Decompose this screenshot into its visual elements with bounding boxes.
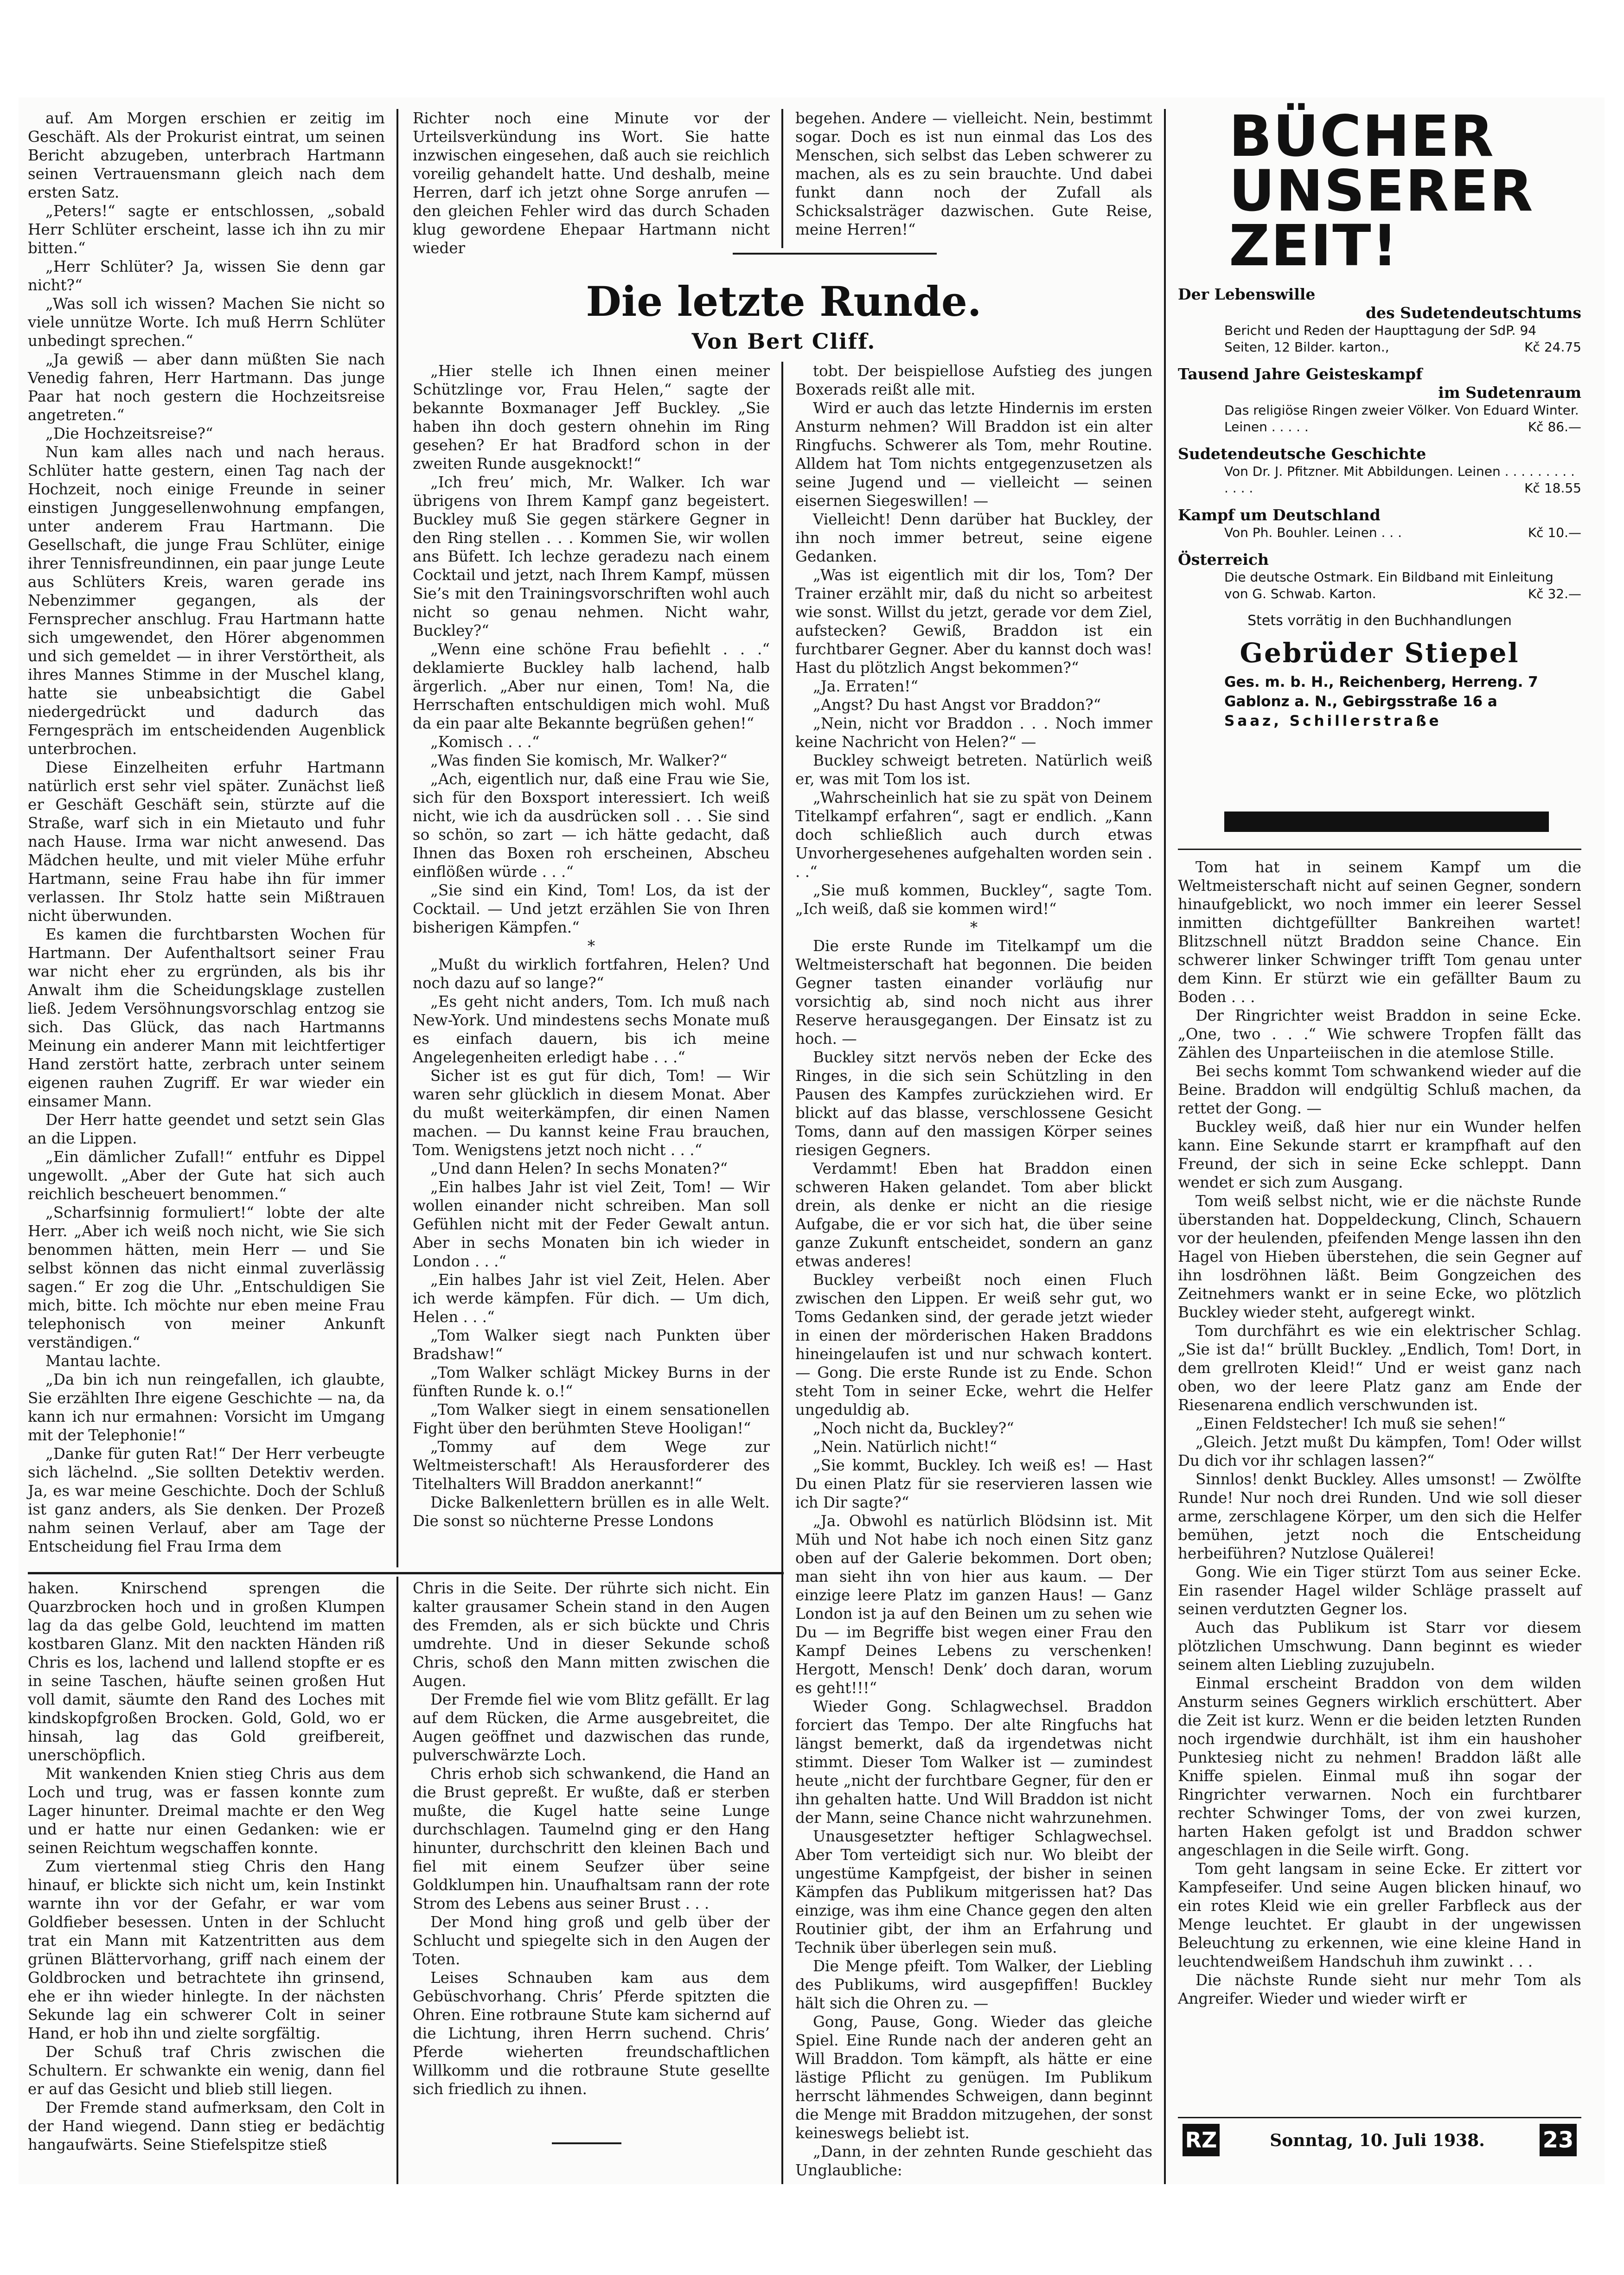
- paragraph: „Ein halbes Jahr ist viel Zeit, Helen. Aber ich werde kämpfen. Für dich. — Um dich, Helen . . .“: [413, 1271, 770, 1326]
- paragraph: „Tommy auf dem Wege zur Weltmeisterschaft! Als Herausforderer des Titelhalters Will Braddon anerkannt!“: [413, 1438, 770, 1493]
- ad-book-details: Das religiöse Ringen zweier Völker. Von Eduard Winter. Leinen . . . . .: [1224, 403, 1579, 435]
- section-break: *: [587, 937, 595, 955]
- paragraph: „Sie muß kommen, Buckley“, sagte Tom. „Ich weiß, daß sie kommen wird!“: [795, 882, 1152, 918]
- paragraph: Auch das Publikum ist Starr vor diesem plötzlichen Umschwung. Dann beginnt es wieder seinem alten Liebling zuzujubeln.: [1178, 1619, 1581, 1674]
- paragraph: Chris in die Seite. Der rührte sich nicht. Ein kalter grausamer Schein stand in den Augen des Fremden, als er sich bückte und Chris umdrehte. Und in dieser Sekunde schoß Chris, schoß den Mann mitten zwischen die Augen.: [413, 1579, 770, 1690]
- article-column-1: [413, 362, 770, 1577]
- ad-black-bar: [1224, 812, 1549, 832]
- paragraph: „Danke für guten Rat!“ Der Herr verbeugte sich lächelnd. „Sie sollten Detektiv werden. Ja, es war meine Geschichte. Doch der Schluß ist ganz anders, als Sie denken. Der Prozeß nahm seinen Verlauf, aber am Tage der Entscheidung fiel Frau Irma dem: [28, 1445, 385, 1555]
- paragraph: Tom geht langsam in seine Ecke. Er zittert vor Kampfeseifer. Und seine Augen blicken hinauf, wo ein rotes Kleid wie ein greller Farbfleck aus der Menge leuchtet. Er glaubt in der ungewissen Beleuchtung zu erkennen, wie eine kleine Hand in leuchtendweißem Handschuh ihm zuwinkt . . .: [1178, 1860, 1581, 1970]
- paragraph: Gong. Wie ein Tiger stürzt Tom aus seiner Ecke. Ein rasender Hagel wilder Schläge prasselt auf seinen verdutzten Gegner los.: [1178, 1563, 1581, 1618]
- paragraph: „Herr Schlüter? Ja, wissen Sie denn gar nicht?“: [28, 258, 385, 294]
- ad-stock-note: Stets vorrätig in den Buchhandlungen: [1247, 613, 1512, 629]
- paragraph: Mantau lachte.: [45, 1352, 161, 1370]
- ad-book-subtitle: im Sudetenraum: [1438, 383, 1581, 402]
- paragraph: Der Herr hatte geendet und setzt sein Glas an die Lippen.: [28, 1111, 385, 1147]
- paragraph: „Tom Walker siegt nach Punkten über Bradshaw!“: [413, 1327, 770, 1363]
- ad-book-title: Kampf um Deutschland: [1178, 506, 1381, 524]
- ad-title-line-1: BÜCHER: [1229, 103, 1495, 169]
- paragraph: Die erste Runde im Titelkampf um die Weltmeisterschaft hat begonnen. Die beiden Gegner tasten einander vorläufig nur vorsichtig ab, sind noch nicht aus ihrer Reserve herausgegangen. Der Einsatz ist zu hoch. —: [795, 937, 1152, 1048]
- ad-book-item: [1178, 550, 1581, 602]
- ad-book-title: Sudetendeutsche Geschichte: [1178, 445, 1426, 463]
- page-number: 23: [1540, 2124, 1577, 2156]
- paragraph: „Komisch . . .“: [430, 733, 540, 751]
- column-rule-5: [396, 1577, 398, 2184]
- paragraph: Der Ringrichter weist Braddon in seine Ecke. „One, two . . .“ Wie schwere Tropfen fällt das Zählen des Unparteiischen in die atemlose Stille.: [1178, 1007, 1581, 1061]
- article-byline: Von Bert Cliff.: [691, 329, 876, 354]
- paragraph: Der Schuß traf Chris zwischen die Schultern. Er schwankte ein wenig, dann fiel er auf das Gesicht und blieb still liegen.: [28, 2043, 385, 2098]
- story-column-3-top: [795, 109, 1152, 248]
- paragraph: „Ein dämlicher Zufall!“ entfuhr es Dippel ungewollt. „Aber der Gute hat sich auch reichlich bescheuert benommen.“: [28, 1148, 385, 1203]
- paragraph: Wird er auch das letzte Hindernis im ersten Ansturm nehmen? Will Braddon ist ein alter Ringfuchs. Schwerer als Tom, mehr Routine. Alldem hat Tom nichts entgegenzusetzen als seine Jugend und — vielleicht — seinen eisernen Siegeswillen! —: [795, 399, 1152, 510]
- paragraph: Diese Einzelheiten erfuhr Hartmann natürlich erst sehr viel später. Zunächst ließ er Geschäft Geschäft sein, stürzte auf die Straße, warf sich in ein Mietauto und fuhr nach Hause. Irma war nicht anwesend. Das Mädchen heulte, und mit vieler Mühe erfuhr Hartmann, seine Frau habe ihn für immer verlassen. Ihr Stolz hatte sein Mißtrauen nicht überwunden.: [28, 759, 385, 925]
- ad-title-line-2: UNSERER: [1229, 158, 1534, 224]
- column-rule-2: [781, 109, 783, 248]
- paragraph: „Tom Walker schlägt Mickey Burns in der fünften Runde k. o.!“: [413, 1364, 770, 1400]
- ad-address-3: Saaz, Schillerstraße: [1224, 713, 1442, 729]
- ad-book-description: [1178, 524, 1581, 541]
- ad-book-price: Kč 10.—: [1528, 525, 1581, 540]
- paragraph: Richter noch eine Minute vor der Urteilsverkündung ins Wort. Sie hatte inzwischen eingesehen, daß auch sie reichlich voreilig gehandelt hatte. Und deshalb, meine Herren, darf ich jetzt ohne Sorge anrufen — den gleichen Fehler wird das durch Schaden klug gewordene Ehepaar Hartmann nicht wieder: [413, 109, 770, 257]
- ad-book-price: Kč 24.75: [1524, 339, 1581, 355]
- divider-under-col3: [733, 253, 937, 255]
- bottom-story-end-rule: [552, 2142, 621, 2144]
- paragraph: Gong, Pause, Gong. Wieder das gleiche Spiel. Eine Runde nach der anderen geht an Will Braddon. Tom kämpft, als hätte er eine lästige Pflicht zu genügen. Im Publikum herrscht lähmendes Schweigen, dann beginnt die Menge mit Braddon mitzugehen, der sonst keineswegs beliebt ist.: [795, 2013, 1152, 2142]
- paragraph: Mit wankenden Knien stieg Chris aus dem Loch und trug, was er fassen konnte zum Lager hinunter. Dreimal machte er den Weg und er hatte nur einen Gedanken: wie er seinen Reichtum wegschaffen konnte.: [28, 1765, 385, 1857]
- paragraph: „Dann, in der zehnten Runde geschieht das Unglaubliche:: [795, 2143, 1152, 2179]
- bottom-story-column-1: [28, 1579, 385, 2182]
- paragraph: Tom weiß selbst nicht, wie er die nächste Runde überstanden hat. Doppeldeckung, Clinch, Schauern vor der heulenden, pfeifenden Menge lassen ihn den Hagel von Hieben überstehen, die sein Gegner auf ihn losdröhnen läßt. Beim Gongzeichen des Zeitnehmers wankt er in seine Ecke, wo plötzlich Buckley wieder steht, aufgeregt winkt.: [1178, 1192, 1581, 1321]
- paragraph: Wieder Gong. Schlagwechsel. Braddon forciert das Tempo. Der alte Ringfuchs hat längst bemerkt, daß da irgendetwas nicht stimmt. Dieser Tom Walker ist — zumindest heute „nicht der furchtbare Gegner, für den er ihn gehalten hatte. Und Will Braddon ist nicht der Mann, seine Chance nicht wahrzunehmen.: [795, 1698, 1152, 1827]
- ad-book-item: [1178, 285, 1581, 356]
- paragraph: „Da bin ich nun reingefallen, ich glaubte, Sie erzählten Ihre eigene Geschichte — na, da kann ich nur ermahnen: Vorsicht im Umgang mit der Telephonie!“: [28, 1371, 385, 1444]
- paragraph: „Ein halbes Jahr ist viel Zeit, Tom! — Wir wollen einander nicht schreiben. Man soll Gefühlen nicht mit der Feder Gewalt antun. Aber in sechs Monaten bin ich wieder in London . . .“: [413, 1178, 770, 1270]
- ad-bottom-rule: [1178, 849, 1581, 850]
- paragraph: „Nein. Natürlich nicht!“: [813, 1438, 997, 1456]
- paragraph: Leises Schnauben kam aus dem Gebüschvorhang. Chris’ Pferde spitzten die Ohren. Eine rotbraune Stute kam sichernd auf die Lichtung, ihren Herrn suchend. Chris’ Pferde wieherten freundschaftlichen Willkomm und die rotbraune Stute gesellte sich friedlich zu ihnen.: [413, 1969, 770, 2098]
- ad-title-line-3: ZEIT!: [1229, 213, 1399, 279]
- paragraph: „Ja gewiß — aber dann müßten Sie nach Venedig fahren, Herr Hartmann. Das junge Paar hat noch gestern die Hochzeitsreise angetreten.“: [28, 351, 385, 424]
- paragraph: Die nächste Runde sieht nur mehr Tom als Angreifer. Wieder und wieder wirft er: [1178, 1971, 1581, 2007]
- paragraph: „Scharfsinnig formuliert!“ lobte der alte Herr. „Aber ich weiß noch nicht, wie Sie sich benommen hätten, mein Herr — und Sie selbst können das nicht einmal zuverlässig sagen.“ Er zog die Uhr. „Entschuldigen Sie mich, bitte. Ich möchte nur eben meine Frau telephonisch von meiner Ankunft verständigen.“: [28, 1204, 385, 1351]
- ad-address-1: Ges. m. b. H., Reichenberg, Herreng. 7: [1224, 674, 1538, 690]
- paragraph: „Einen Feldstecher! Ich muß sie sehen!“: [1196, 1415, 1506, 1432]
- paragraph: Die Menge pfeift. Tom Walker, der Liebling des Publikums, wird ausgepfiffen! Buckley hält sich die Ohren zu. —: [795, 1957, 1152, 2012]
- paragraph: „Angst? Du hast Angst vor Braddon?“: [813, 696, 1101, 714]
- paragraph: Verdammt! Eben hat Braddon einen schweren Haken gelandet. Tom aber blickt drein, als denke er nicht an die riesige Aufgabe, die er vor sich hat, die über seine ganze Zukunft entscheidet, sondern an ganz etwas anderes!: [795, 1160, 1152, 1270]
- paragraph: „Nein, nicht vor Braddon . . . Noch immer keine Nachricht von Helen?“ —: [795, 715, 1152, 751]
- paragraph: „Noch nicht da, Buckley?“: [813, 1419, 1014, 1437]
- paragraph: „Es geht nicht anders, Tom. Ich muß nach New-York. Und mindestens sechs Monate muß es einfach dauern, bis ich meine Angelegenheiten erledigt habe . . .“: [413, 993, 770, 1066]
- paragraph: haken. Knirschend sprengen die Quarzbrocken hoch und in großen Klumpen lag da das gelbe Gold, leuchtend im matten kostbaren Glanz. Mit den nackten Händen riß Chris es los, lachend und lallend stopfte er es in seine Taschen, häufte seinen großen Hut voll damit, säumte den Rand des Loches mit kindskopfgroßen Brocken. Gold, Gold, wo er hinsah, lag das Gold greifbereit, unerschöpflich.: [28, 1579, 385, 1764]
- story-column-2-top: [413, 109, 770, 257]
- paragraph: tobt. Der beispiellose Aufstieg des jungen Boxerads reißt alle mit.: [795, 362, 1152, 398]
- paragraph: Nun kam alles nach und nach heraus. Schlüter hatte gestern, einen Tag nach der Hochzeit, noch einige Freunde in seiner einstigen Junggesellenwohnung empfangen, unter anderem Frau Hartmann. Die Gesellschaft, die junge Frau Schlüter, einige ihrer Tennisfreundinnen, ein paar junge Leute aus Schlüters Kreis, waren gerade ins Nebenzimmer gegangen, als der Fernsprecher anschlug. Frau Hartmann hatte sich umgewendet, den Hörer abgenommen und sich gemeldet — in ihrer Verstörtheit, als ihres Mannes Stimme in der Muschel klang, hatte sie unbeabsichtigt die Gabel niedergedrückt und dadurch das Ferngespräch im entscheidenden Augenblick unterbrochen.: [28, 443, 385, 758]
- bottom-story-separator: [28, 1572, 784, 1574]
- ad-book-description: [1178, 322, 1581, 356]
- paragraph: Buckley schweigt betreten. Natürlich weiß er, was mit Tom los ist.: [795, 752, 1152, 788]
- paragraph: „Peters!“ sagte er entschlossen, „sobald Herr Schlüter erscheint, lasse ich ihn zu mir bitten.“: [28, 202, 385, 257]
- paragraph: Der Mond hing groß und gelb über der Schlucht und spiegelte sich in den Augen der Toten.: [413, 1913, 770, 1968]
- paragraph: auf. Am Morgen erschien er zeitig im Geschäft. Als der Prokurist eintrat, um seinen Bericht abzugeben, unterbrach Hartmann seinen Vertrauensmann gleich nach dem ersten Satz.: [28, 109, 385, 201]
- footer-rule: [1178, 2117, 1581, 2118]
- column-rule-3: [781, 362, 783, 2184]
- paragraph: „Hier stelle ich Ihnen einen meiner Schützlinge vor, Frau Helen,“ sagte der bekannte Boxmanager Jeff Buckley. „Sie haben ihn doch gestern ohnehin im Ring gesehen? Er hat Bradford schon in der zweiten Runde ausgeknockt!“: [413, 362, 770, 473]
- paragraph: Unausgesetzter heftiger Schlagwechsel. Aber Tom verteidigt sich nur. Wo bleibt der ungestüme Kampfgeist, der bisher in seinen Kämpfen das Publikum mitgerissen hat? Das einzige, was ihm eine Chance gegen den alten Routinier gibt, der ihm an Erfahrung und Technik über überlegen sein muß.: [795, 1828, 1152, 1956]
- column-rule-1: [396, 109, 398, 1567]
- paragraph: Buckley weiß, daß hier nur ein Wunder helfen kann. Eine Sekunde starrt er krampfhaft auf den Freund, der sich in seine Ecke schleppt. Dann wendet er sich zum Ausgang.: [1178, 1118, 1581, 1191]
- ad-book-title: Österreich: [1178, 550, 1269, 569]
- paragraph: „Ja. Erraten!“: [813, 677, 918, 695]
- paragraph: „Ich freu’ mich, Mr. Walker. Ich war übrigens von Ihrem Kampf ganz begeistert. Buckley muß Sie gegen stärkere Gegner in den Ring stellen . . . Kommen Sie, wir wollen ans Büfett. Ich lechze geradezu nach einem Cocktail und jetzt, nach Ihrem Kampf, müssen Sie’s mit den Trainingsvorschriften wohl auch nicht so genau nehmen. Nicht wahr, Buckley?“: [413, 473, 770, 639]
- ad-book-details: Von Dr. J. Pfitzner. Mit Abbildungen. Leinen . . . . . . . . . . . . .: [1224, 464, 1575, 496]
- column-rule-4: [1164, 109, 1166, 2184]
- paragraph: Sicher ist es gut für dich, Tom! — Wir waren sehr glücklich in diesem Monat. Aber du mußt weiterkämpfen, dir einen Namen machen. — Du kannst keine Frau brauchen, Tom. Wenigstens jetzt noch nicht . . .“: [413, 1067, 770, 1159]
- paragraph: „Wenn eine schöne Frau befiehlt . . .“ deklamierte Buckley halb lachend, halb ärgerlich. „Aber nur einen, Tom! Na, die Herrschaften entschuldigen mich wohl. Muß da ein paar alte Bekannte begrüßen gehen!“: [413, 640, 770, 732]
- paragraph: „Sie sind ein Kind, Tom! Los, da ist der Cocktail. — Und jetzt erzählen Sie von Ihren bisherigen Kämpfen.“: [413, 882, 770, 936]
- paragraph: begehen. Andere — vielleicht. Nein, bestimmt sogar. Doch es ist nun einmal das Los des Menschen, sich selbst das Leben schwerer zu machen, als es zu sein brauchte. Und dabei funkt dann noch der Zufall als Schicksalsträger dazwischen. Gute Reise, meine Herren!“: [795, 109, 1152, 238]
- article-title: Die letzte Runde.: [586, 277, 982, 326]
- paragraph: Sinnlos! denkt Buckley. Alles umsonst! — Zwölfte Runde! Nur noch drei Runden. Und wie soll dieser arme, zerschlagene Körper, um den sich die Helfer bemühen, jetzt noch die Entscheidung herbeiführen? Nutzlose Quälerei!: [1178, 1470, 1581, 1562]
- paragraph: Der Fremde stand aufmerksam, den Colt in der Hand wiegend. Dann stieg er bedächtig hangaufwärts. Seine Stiefelspitze stieß: [28, 2099, 385, 2154]
- ad-book-item: [1178, 506, 1581, 541]
- paragraph: „Ach, eigentlich nur, daß eine Frau wie Sie, sich für den Boxsport interessiert. Ich weiß nicht, wie ich da ausdrücken soll . . . Sie sind so schön, so zart — ich hätte gedacht, daß Ihnen das Boxen roh erscheinen, Abscheu einflößen würde . . .“: [413, 770, 770, 881]
- scan-margin-top: [19, 0, 1605, 93]
- paragraph: Bei sechs kommt Tom schwankend wieder auf die Beine. Braddon will endgültig Schluß machen, da rettet der Gong. —: [1178, 1062, 1581, 1117]
- ad-book-details: Bericht und Reden der Haupttagung der SdP. 94 Seiten, 12 Bilder. karton.,: [1224, 323, 1537, 355]
- paragraph: Es kamen die furchtbarsten Wochen für Hartmann. Der Aufenthaltsort seiner Frau war nicht eher zu ergründen, als bis ihr Anwalt ihm die Scheidungsklage zustellen ließ. Jedem Versöhnungsvorschlag entzog sie sich. Das Glück, das nach Hartmanns Meinung ein anderer Mann mit leichtfertiger Hand zerstört hatte, zerbrach unter seinem eigenen rauhen Zugriff. Er war wieder ein einsamer Mann.: [28, 926, 385, 1110]
- paragraph: „Gleich. Jetzt mußt Du kämpfen, Tom! Oder willst Du dich vor ihr schlagen lassen?“: [1178, 1433, 1581, 1470]
- masthead-logo: RZ: [1183, 2124, 1220, 2156]
- paragraph: „Tom Walker siegt in einem sensationellen Fight über den berühmten Steve Hooligan!“: [413, 1401, 770, 1437]
- ad-book-title: Der Lebenswille: [1178, 285, 1316, 303]
- article-column-2: [795, 362, 1152, 2184]
- paragraph: Dicke Balkenlettern brüllen es in alle Welt. Die sonst so nüchterne Presse Londons: [413, 1494, 770, 1530]
- ad-book-subtitle: des Sudetendeutschtums: [1366, 304, 1581, 322]
- paragraph: Zum viertenmal stieg Chris den Hang hinauf, er blickte sich nicht um, kein Instinkt warnte ihn vor der Gefahr, er war vom Goldfieber besessen. Unten in der Schlucht trat ein Mann mit Katzentritten aus dem grünen Blättervorhang, griff nach einem der Goldbrocken und betrachtete ihn grinsend, ehe er ihn wieder hinlegte. In der nächsten Sekunde lag ein schwerer Colt in seiner Hand, er hob ihn und zielte sorgfältig.: [28, 1858, 385, 2042]
- paragraph: Vielleicht! Denn darüber hat Buckley, der ihn noch immer betreut, seine eigene Gedanken.: [795, 511, 1152, 565]
- bottom-story-column-2: [413, 1579, 770, 2126]
- ad-book-details: Von Ph. Bouhler. Leinen . . .: [1224, 525, 1402, 540]
- paragraph: Chris erhob sich schwankend, die Hand an die Brust gepreßt. Er wußte, daß er sterben mußte, die Kugel hatte seine Lunge durchschlagen. Taumelnd ging er den Hang hinunter, durchschritt den kleinen Bach und fiel mit einem Seufzer über seine Goldklumpen hin. Unaufhaltsam rann der rote Strom des Lebens aus seiner Brust . . .: [413, 1765, 770, 1912]
- paragraph: Tom durchfährt es wie ein elektrischer Schlag. „Sie ist da!“ brüllt Buckley. „Endlich, Tom! Dort, in dem grellroten Kleid!“ Und er weist ganz nach oben, wo der leere Platz ganz am Ende der Riesenarena endlich verschwunden ist.: [1178, 1322, 1581, 1414]
- paragraph: „Ja. Obwohl es natürlich Blödsinn ist. Mit Müh und Not habe ich noch einen Sitz ganz oben auf der Galerie bekommen. Dort oben; man sieht ihn von hier aus kaum. — Der einzige leere Platz im ganzen Haus! — Ganz London ist ja auf den Beinen um zu sehen wie Du — im Begriffe bist wegen einer Frau den Kampf Deines Lebens zu verschenken! Hergott, Mensch! Denk’ doch daran, worum es geht!!!“: [795, 1512, 1152, 1697]
- paragraph: „Wahrscheinlich hat sie zu spät von Deinem Titelkampf erfahren“, sagt er endlich. „Kann doch schließlich auch durch etwas Unvorhergesehenes aufgehalten worden sein . . .“: [795, 789, 1152, 881]
- ad-book-description: [1178, 402, 1581, 435]
- paragraph: „Mußt du wirklich fortfahren, Helen? Und noch dazu auf so lange?“: [413, 956, 770, 992]
- book-advertisement: [1178, 103, 1581, 832]
- ad-book-price: Kč 32.—: [1528, 586, 1581, 601]
- article-column-3: [1178, 858, 1581, 2115]
- ad-book-item: [1178, 365, 1581, 435]
- paragraph: „Was soll ich wissen? Machen Sie nicht so viele unnütze Worte. Ich muß Herrn Schlüter unbedingt sprechen.“: [28, 295, 385, 350]
- ad-book-description: [1178, 463, 1581, 497]
- paragraph: Tom hat in seinem Kampf um die Weltmeisterschaft nicht auf seinen Gegner, sondern hinaufgeblickt, wo noch immer ein leerer Sessel inmitten dichtgefüllter Bankreihen wartet! Blitzschnell nützt Braddon seine Chance. Ein schwerer linker Schwinger trifft Tom genau unter dem Kinn. Er stürzt wie ein gefällter Baum zu Boden . . .: [1178, 858, 1581, 1006]
- story-column-1: [28, 109, 385, 1572]
- paragraph: „Was finden Sie komisch, Mr. Walker?“: [430, 752, 728, 769]
- ad-book-price: Kč 86.—: [1528, 419, 1581, 435]
- ad-publisher: Gebrüder Stiepel: [1240, 637, 1520, 669]
- ad-address-2: Gablonz a. N., Gebirgsstraße 16 a: [1224, 693, 1497, 710]
- paragraph: „Was ist eigentlich mit dir los, Tom? Der Trainer erzählt mir, daß du nicht so arbeitest wie sonst. Willst du jetzt, gerade vor dem Ziel, aufstecken? Gewiß, Braddon ist ein furchtbarer Gegner. Aber du kannst doch was! Hast du plötzlich Angst bekommen?“: [795, 566, 1152, 677]
- paragraph: Einmal erscheint Braddon von dem wilden Ansturm seines Gegners wirklich erschüttert. Aber die Zeit ist kurz. Wenn er die beiden letzten Runden noch irgendwie durchhält, ist ihm ein haushoher Punktesieg nicht zu nehmen! Braddon läßt alle Kniffe spielen. Einmal muß ihn sogar der Ringrichter verwarnen. Noch ein furchtbarer rechter Schwinger Toms, der von zwei kurzen, harten Haken gefolgt ist und Braddon schwer angeschlagen in die Seile wirft. Gong.: [1178, 1674, 1581, 1859]
- issue-date: Sonntag, 10. Juli 1938.: [1270, 2131, 1485, 2150]
- section-break: *: [970, 919, 978, 936]
- ad-book-list: [1178, 285, 1581, 602]
- ad-book-price: Kč 18.55: [1524, 480, 1581, 496]
- ad-book-title: Tausend Jahre Geisteskampf: [1178, 365, 1423, 383]
- ad-book-item: [1178, 445, 1581, 497]
- ad-book-description: [1178, 569, 1581, 602]
- paragraph: Buckley verbeißt noch einen Fluch zwischen den Lippen. Er weiß sehr gut, wo Toms Gedanken sind, der gerade jetzt wieder in einen der mörderischen Haken Braddons hineingelaufen ist und nur schwach kontert. — Gong. Die erste Runde ist zu Ende. Schon steht Tom in seiner Ecke, wehrt die Helfer ungeduldig ab.: [795, 1271, 1152, 1419]
- paragraph: „Die Hochzeitsreise?“: [45, 425, 213, 442]
- paragraph: „Und dann Helen? In sechs Monaten?“: [430, 1160, 728, 1177]
- paragraph: „Sie kommt, Buckley. Ich weiß es! — Hast Du einen Platz für sie reservieren lassen wie ich Dir sagte?“: [795, 1457, 1152, 1511]
- ad-book-details: Die deutsche Ostmark. Ein Bildband mit Einleitung von G. Schwab. Karton.: [1224, 569, 1554, 601]
- paragraph: Der Fremde fiel wie vom Blitz gefällt. Er lag auf dem Rücken, die Arme ausgebreitet, die Augen geöffnet und dazwischen das runde, pulverschwärzte Loch.: [413, 1691, 770, 1764]
- paragraph: Buckley sitzt nervös neben der Ecke des Ringes, in die sich sein Schützling in den Pausen des Kampfes zurückziehen wird. Er blickt auf das blasse, verschlossene Gesicht Toms, dann auf den massigen Körper seines riesigen Gegners.: [795, 1048, 1152, 1159]
